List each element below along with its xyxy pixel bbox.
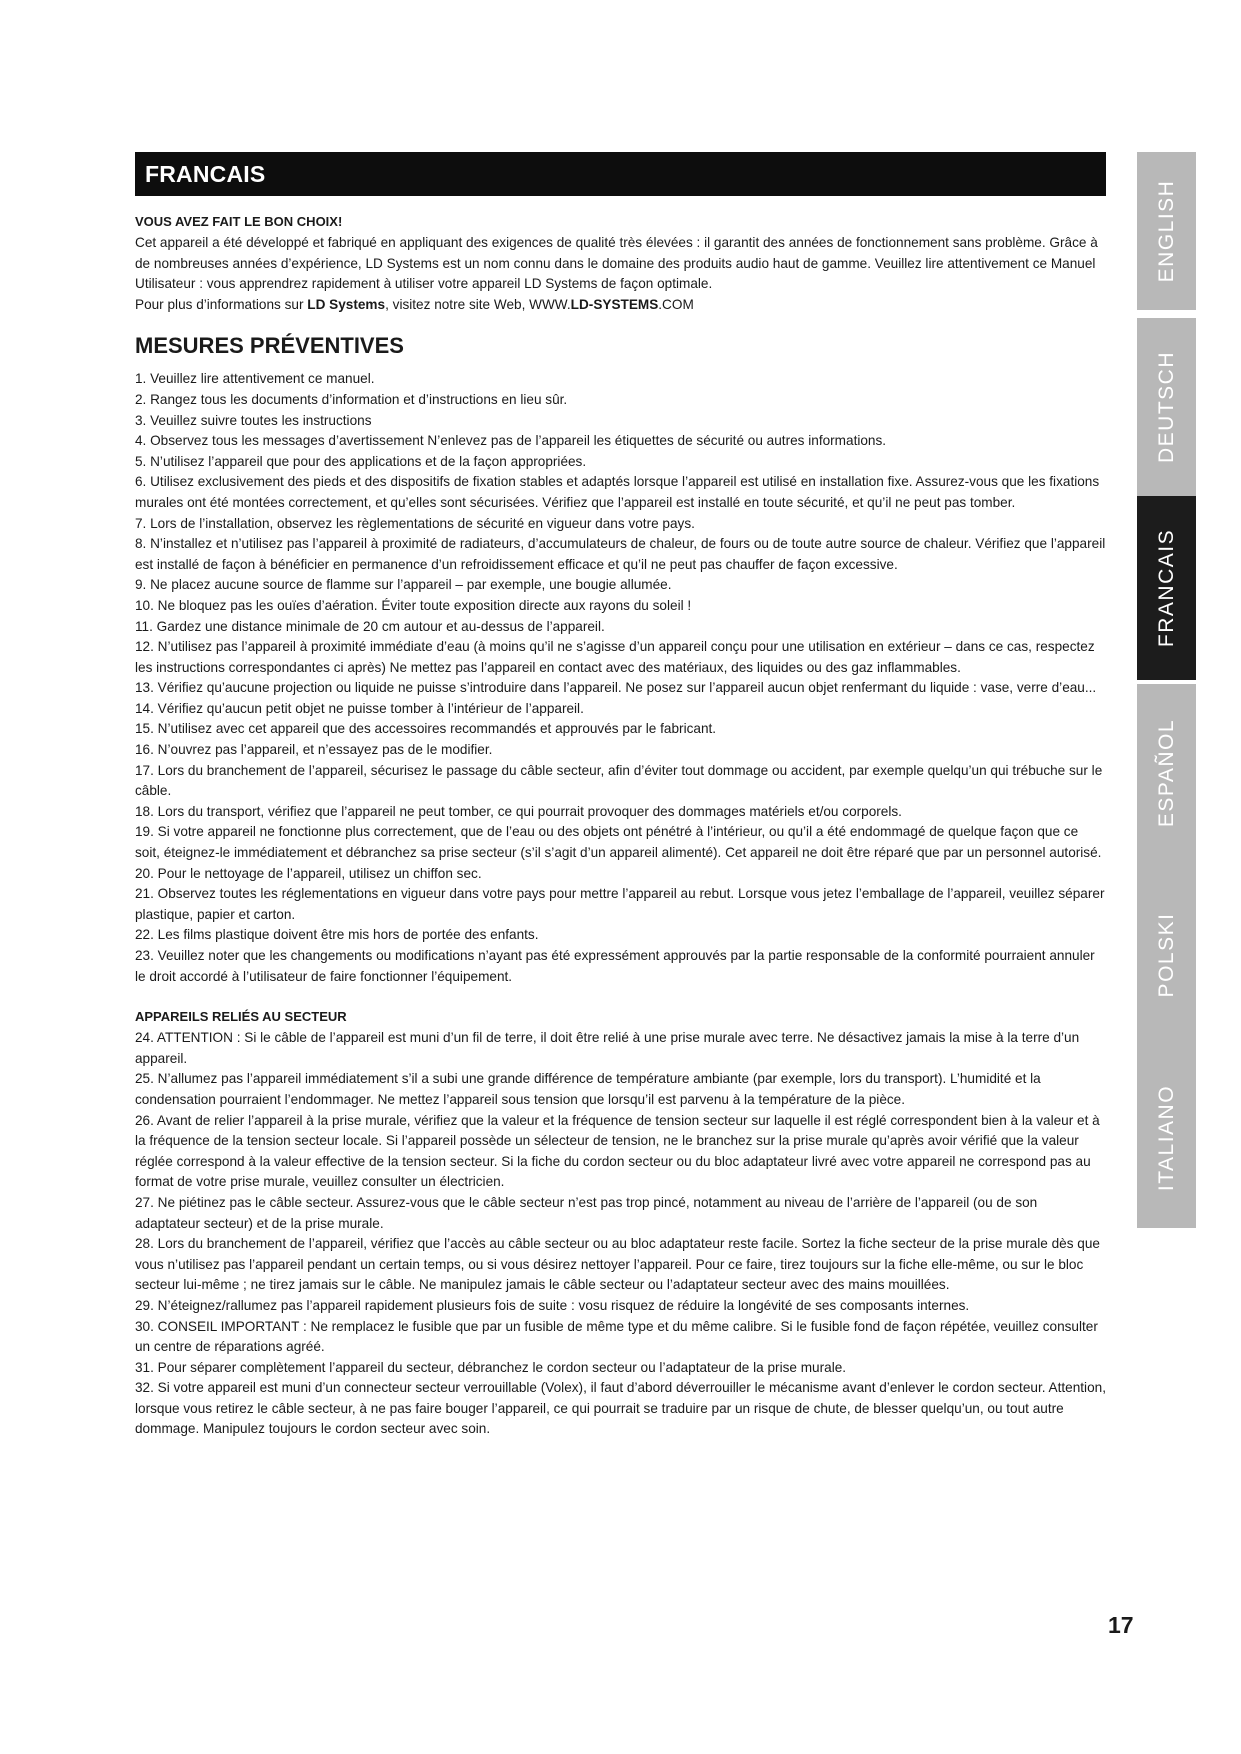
tab-espaol[interactable] (1137, 684, 1196, 862)
list-item: 11. Gardez une distance minimale de 20 cm autour et au-dessus de l’appareil. (135, 618, 605, 634)
list-item: 18. Lors du transport, vérifiez que l’appareil ne peut tomber, ce qui pourrait provoquer des dommages matériels et/ou corporels. (135, 803, 902, 819)
list-item: 8. N’installez et n’utilisez pas l’appareil à proximité de radiateurs, d’accumulateurs de chaleur, de fours ou de toute autre source de chaleur. Vérifiez que l’appareil est installé de façon à bénéficier en permanence d’un refroidissement efficace et qu’il ne peut pas chauffer de façon excessive. (135, 536, 1106, 572)
list-item: 9. Ne placez aucune source de flamme sur l’appareil – par exemple, une bougie allumée. (135, 577, 672, 593)
list-item: 31. Pour séparer complètement l’appareil du secteur, débranchez le cordon secteur ou l’adaptateur de la prise murale. (135, 1359, 847, 1375)
page-number: 17 (1108, 1612, 1134, 1638)
tab-label: ITALIANO (1154, 1084, 1178, 1192)
list-item: 13. Vérifiez qu’aucune projection ou liquide ne puisse s’introduire dans l’appareil. Ne posez sur l’appareil aucun objet renfermant du liquide : vase, verre d’eau... (135, 680, 1097, 696)
list-item: 30. CONSEIL IMPORTANT : Ne remplacez le fusible que par un fusible de même type et du même calibre. Si le fusible fond de façon répétée, veuillez consulter un centre de réparations agréé. (135, 1318, 1098, 1355)
page-content (135, 152, 1106, 1440)
list-item: 22. Les films plastique doivent être mis hors de portée des enfants. (135, 927, 539, 943)
precautions-list (135, 369, 1106, 987)
tab-label: ESPAÑOL (1154, 718, 1178, 828)
list-item: 29. N’éteignez/rallumez pas l’appareil rapidement plusieurs fois de suite : vosu risquez de réduire la longévité de ses composants internes. (135, 1297, 970, 1313)
tab-francais[interactable] (1137, 496, 1196, 680)
list-item: 32. Si votre appareil est muni d’un connecteur secteur verrouillable (Volex), il faut d’abord déverrouiller le mécanisme avant d’enlever le cordon secteur. Attention, lorsque vous retirez le câble secteur, à ne pas faire bouger l’appareil, ce qui pourrait se traduire par un risque de chute, de blesser quelqu’un, ou tout autre dommage. Manipulez toujours le cordon secteur avec soin. (135, 1380, 1106, 1437)
list-item: 20. Pour le nettoyage de l’appareil, utilisez un chiffon sec. (135, 865, 482, 881)
list-item: 5. N’utilisez l’appareil que pour des applications et de la façon appropriées. (135, 453, 587, 469)
list-item: 19. Si votre appareil ne fonctionne plus correctement, que de l’eau ou des objets ont pénétré à l’intérieur, ou qu’il a été endommagé de quelque façon que ce soit, éteignez-le immédiatement et débranchez sa prise secteur (s’il s’agit d’un appareil alimenté). Cet appareil ne doit être réparé que par un personnel autorisé. (135, 824, 1102, 861)
more-suffix: .COM (658, 296, 694, 312)
tab-deutsch[interactable] (1137, 318, 1196, 496)
more-prefix: Pour plus d’informations sur (135, 296, 308, 312)
list-item: 4. Observez tous les messages d’avertissement N’enlevez pas de l’appareil les étiquettes de sécurité ou autres informations. (135, 433, 887, 449)
list-item: 12. N’utilisez pas l’appareil à proximité immédiate d’eau (à moins qu’il ne s’agisse d’un appareil conçu pour une utilisation en extérieur – dans ce cas, respectez les instructions correspondantes ci après) Ne mettez pas l’appareil en contact avec des matériaux, des liquides ou des gaz inflammables. (135, 639, 1095, 675)
list-item: 23. Veuillez noter que les changements ou modifications n’ayant pas été expressément approuvés par la partie responsable de la conformité pourraient annuler le droit accordé à l’utilisateur de faire fonctionner l’équipement. (135, 948, 1095, 984)
intro-title: VOUS AVEZ FAIT LE BON CHOIX! (135, 214, 343, 229)
list-item: 17. Lors du branchement de l’appareil, sécurisez le passage du câble secteur, afin d’éviter tout dommage ou accident, par exemple quelqu’un qui trébuche sur le câble. (135, 762, 1103, 799)
list-item: 2. Rangez tous les documents d’information et d’instructions en lieu sûr. (135, 391, 568, 407)
list-item: 3. Veuillez suivre toutes les instructions (135, 412, 372, 428)
tab-label: ENGLISH (1154, 179, 1178, 283)
banner-title: FRANCAIS (145, 160, 266, 187)
list-item: 6. Utilisez exclusivement des pieds et des dispositifs de fixation stables et adaptés lorsque l’appareil est utilisé en installation fixe. Assurez-vous que les fixations murales ont été montées correctement, et qu’elles sont sécurisées. Vérifiez que l’appareil est installé en toute sécurité, et qu’il ne peut pas tomber. (135, 474, 1100, 510)
list-item: 24. ATTENTION : Si le câble de l’appareil est muni d’un fil de terre, il doit être relié à une prise murale avec terre. Ne désactivez jamais la mise à la terre d’un appareil. (135, 1030, 1080, 1066)
mains-heading: APPAREILS RELIÉS AU SECTEUR (135, 1009, 347, 1025)
list-item: 16. N’ouvrez pas l’appareil, et n’essayez pas de le modifier. (135, 742, 493, 758)
intro-more-info (135, 295, 1106, 316)
list-item: 10. Ne bloquez pas les ouïes d’aération. Éviter toute exposition directe aux rayons du soleil ! (135, 597, 692, 613)
tab-italiano[interactable] (1137, 1048, 1196, 1228)
brand-name: LD Systems (307, 296, 386, 312)
list-item: 27. Ne piétinez pas le câble secteur. Assurez-vous que le câble secteur n’est pas trop pincé, notamment au niveau de l’arrière de l’appareil (ou de son adaptateur secteur) et de la prise murale. (135, 1194, 1038, 1231)
list-item: 7. Lors de l’installation, observez les règlementations de sécurité en vigueur dans votre pays. (135, 515, 695, 531)
tab-polski[interactable] (1137, 862, 1196, 1048)
mains-list (135, 1028, 1106, 1440)
tab-label: POLSKI (1154, 912, 1178, 998)
website-domain: LD-SYSTEMS (570, 296, 659, 312)
list-item: 15. N’utilisez avec cet appareil que des accessoires recommandés et approuvés par le fabricant. (135, 721, 717, 737)
intro-text: Cet appareil a été développé et fabriqué en appliquant des exigences de qualité très élevées : il garantit des années de fonctionnement sans problème. Grâce à de nombreuses années d’expérience, LD Systems est un nom connu dans le domaine des produits audio haut de gamme. Veuillez lire attentivement ce Manuel Utilisateur : vous apprendrez rapidement à utiliser votre appareil LD Systems de façon optimale. (135, 235, 1098, 292)
more-middle: , visitez notre site Web, WWW. (385, 296, 571, 312)
list-item: 21. Observez toutes les réglementations en vigueur dans votre pays pour mettre l’appareil au rebut. Lorsque vous jetez l’emballage de l’appareil, veuillez séparer plastique, papier et carton. (135, 886, 1105, 922)
list-item: 14. Vérifiez qu’aucun petit objet ne puisse tomber à l’intérieur de l’appareil. (135, 700, 584, 716)
list-item: 28. Lors du branchement de l’appareil, vérifiez que l’accès au câble secteur ou au bloc adaptateur reste facile. Sortez la fiche secteur de la prise murale dès que vous n’utilisez pas l’appareil pendant un certain temps, ou si vous désirez nettoyer l’appareil. Pour ce faire, tirez toujours sur la fiche elle-même, ou sur le bloc secteur lui-même ; ne tirez jamais sur le câble. Ne manipulez jamais le câble secteur ou l’adaptateur secteur avec des mains mouillées. (135, 1236, 1100, 1293)
list-item: 1. Veuillez lire attentivement ce manuel. (135, 371, 375, 387)
list-item: 25. N’allumez pas l’appareil immédiatement s’il a subi une grande différence de température ambiante (par exemple, lors du transport). L’humidité et la condensation pourraient l’endommager. Ne mettez l’appareil sous tension que lorsqu’il est parvenu à la température de la pièce. (135, 1071, 1041, 1107)
list-item: 26. Avant de relier l’appareil à la prise murale, vérifiez que la valeur et la fréquence de tension secteur sur laquelle il est réglé correspondent bien à la valeur et à la fréquence de la tension secteur locale. Si l’appareil possède un sélecteur de tension, ne le branchez sur la prise murale qu’après avoir vérifié que la valeur réglée correspond à la valeur effective de la tension secteur. Si la fiche du cordon secteur ou du bloc adaptateur livré avec votre appareil ne correspond pas au format de votre prise murale, veuillez consulter un électricien. (135, 1112, 1100, 1190)
precautions-heading: MESURES PRÉVENTIVES (135, 333, 404, 359)
tab-english[interactable] (1137, 152, 1196, 310)
tab-label: FRANCAIS (1154, 528, 1178, 648)
language-banner (135, 152, 1106, 196)
tab-label: DEUTSCH (1154, 350, 1178, 464)
